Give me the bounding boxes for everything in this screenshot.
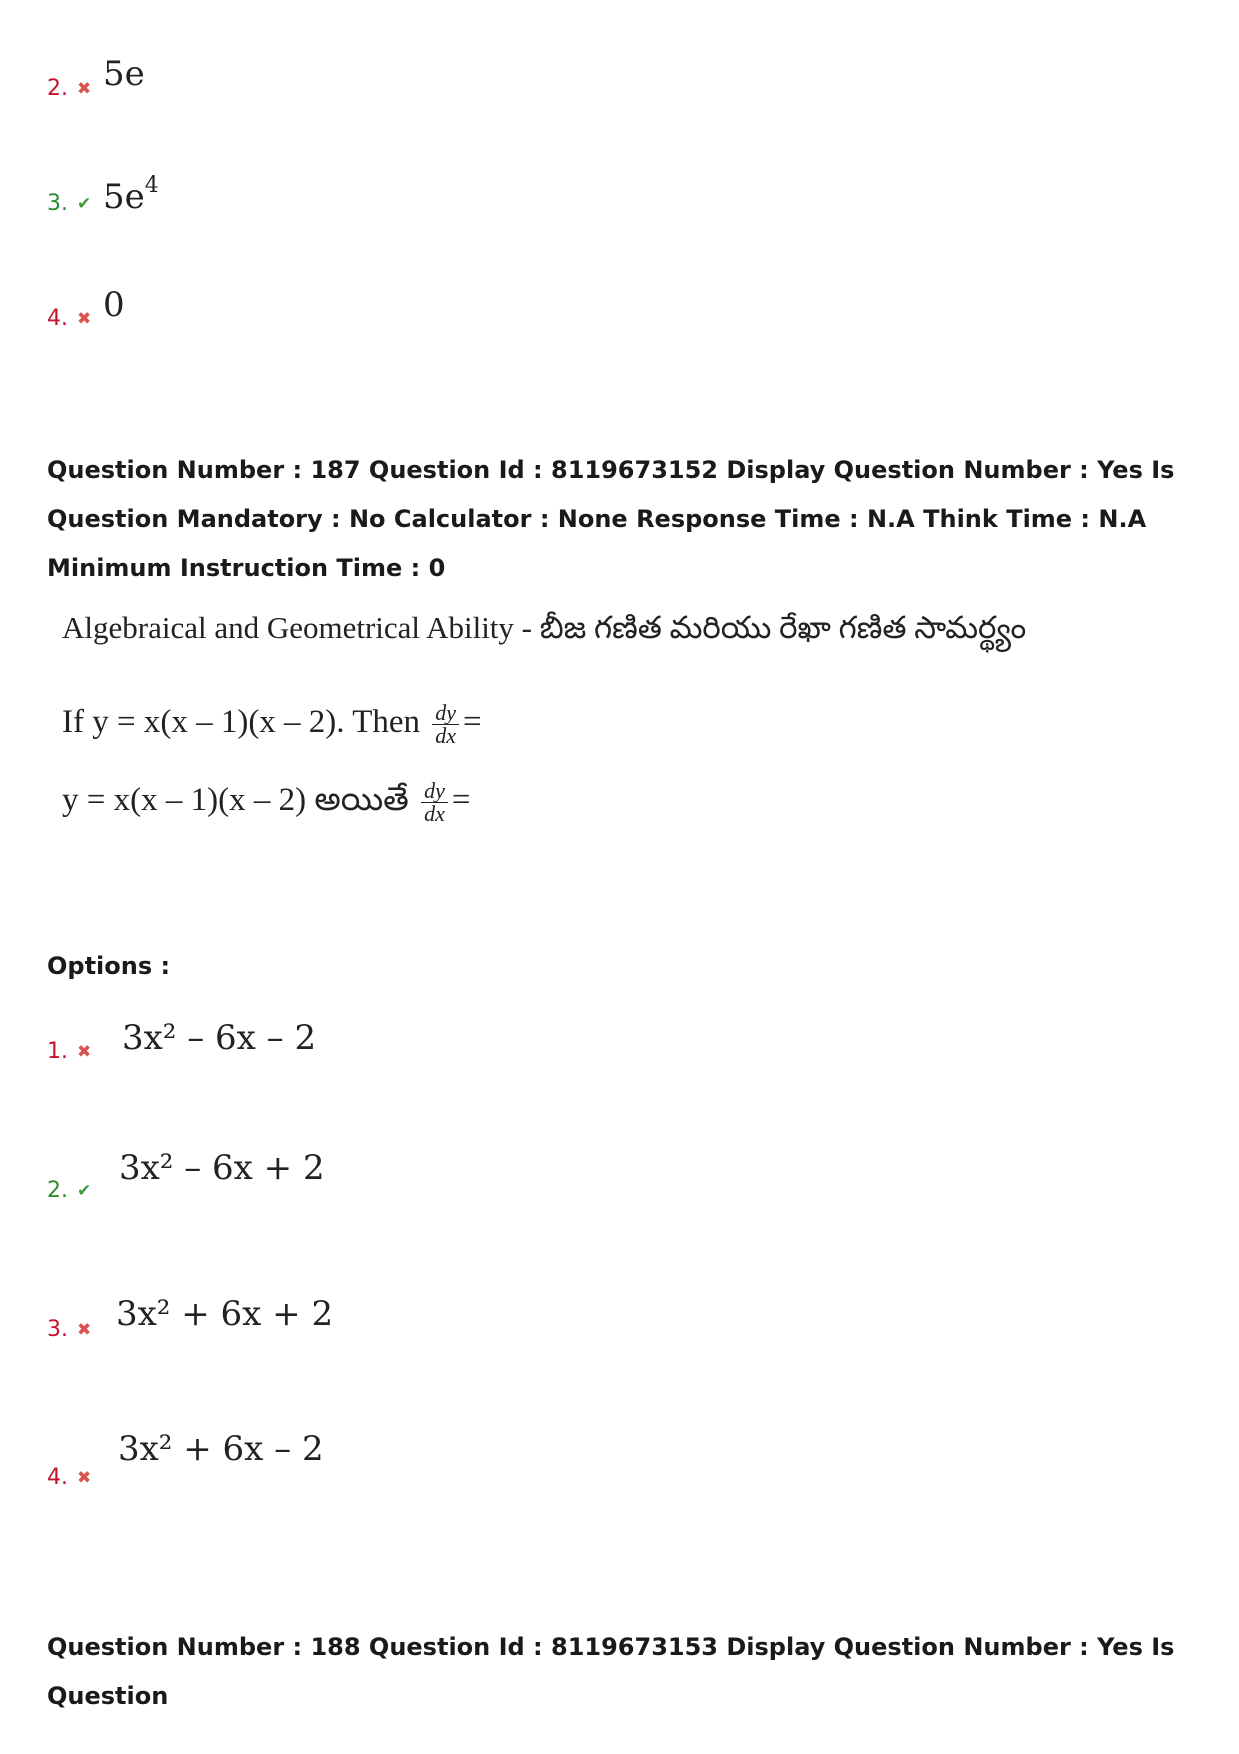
cross-icon: ✖ <box>77 308 92 329</box>
check-icon: ✔ <box>77 1180 92 1201</box>
prev-option-4-value: 0 <box>103 285 125 325</box>
prev-option-2 <box>47 76 99 101</box>
option-number: 1. <box>47 1039 68 1064</box>
prev-option-3-value: $5e^4$ <box>103 172 159 217</box>
option-number: 2. <box>47 76 68 101</box>
cross-icon: ✖ <box>77 1467 92 1488</box>
option-number: 4. <box>47 1465 68 1490</box>
option-1 <box>47 1039 99 1064</box>
option-4 <box>47 1465 99 1490</box>
option-3-expression: 3x² + 6x + 2 <box>116 1294 334 1334</box>
cross-icon: ✖ <box>77 78 92 99</box>
option-number: 3. <box>47 191 68 216</box>
question-line-english: If y = x(x – 1)(x – 2). Then $\frac{dy}{dx}$ = <box>62 700 482 748</box>
option-1-expression: 3x² – 6x – 2 <box>122 1018 317 1058</box>
option-3 <box>47 1317 99 1342</box>
prev-option-2-value: 5e <box>103 54 145 94</box>
cross-icon: ✖ <box>77 1319 92 1340</box>
question-line-telugu: y = x(x – 1)(x – 2) అయితే $\frac{dy}{dx}$ = <box>62 778 471 826</box>
option-2-expression: 3x² – 6x + 2 <box>119 1148 325 1188</box>
option-number: 2. <box>47 1178 68 1203</box>
option-4-expression: 3x² + 6x – 2 <box>118 1429 324 1469</box>
option-2 <box>47 1178 99 1203</box>
check-icon: ✔ <box>77 193 92 214</box>
subject-line: Algebraical and Geometrical Ability - బీజ గణిత మరియు రేఖా గణిత సామర్థ్యం <box>62 610 1027 645</box>
prev-option-4 <box>47 306 99 331</box>
prev-option-3 <box>47 191 99 216</box>
cross-icon: ✖ <box>77 1041 92 1062</box>
derivative-fraction: $\frac{dy}{dx}$ <box>421 780 448 825</box>
question-187-meta: Question Number : 187 Question Id : 8119673152 Display Question Number : Yes Is Question Mandatory : No Calculator : None Response Time : N.A Think Time : N.A Minimum Instruction Time : 0 <box>47 456 1175 582</box>
derivative-fraction: $\frac{dy}{dx}$ <box>432 702 459 747</box>
option-number: 3. <box>47 1317 68 1342</box>
question-188-meta: Question Number : 188 Question Id : 8119673153 Display Question Number : Yes Is Question <box>47 1633 1175 1710</box>
options-label: Options : <box>47 952 171 980</box>
option-number: 4. <box>47 306 68 331</box>
